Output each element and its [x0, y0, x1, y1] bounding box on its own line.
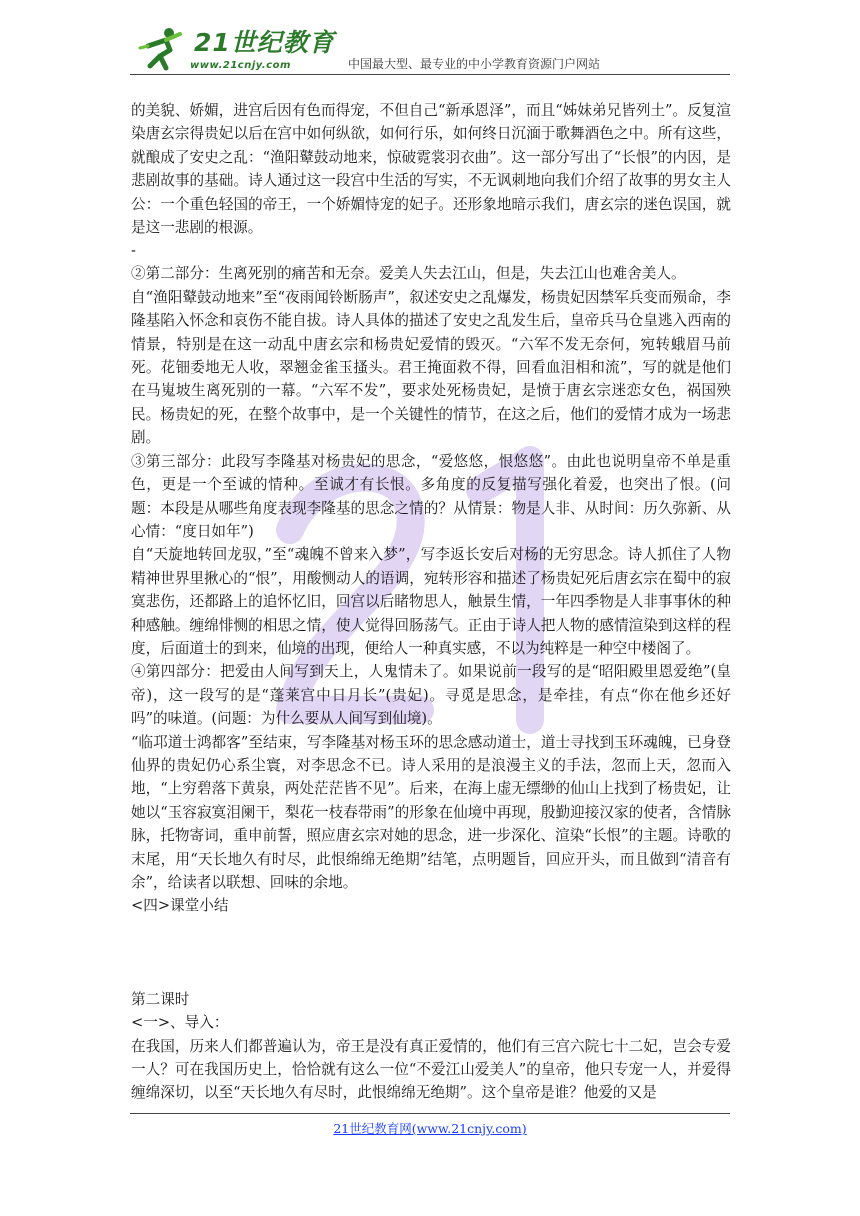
page-header	[130, 24, 730, 74]
paragraph: 的美貌、娇媚，进宫后因有色而得宠，不但自己“新承恩泽”，而且“姊妹弟兄皆列土”。反复渲染唐玄宗得贵妃以后在宫中如何纵欲，如何行乐，如何终日沉湎于歌舞酒色之中。所有这些，就酿成了安史之乱：“渔阳鼙鼓动地来，惊破霓裳羽衣曲”。这一部分写出了“长恨”的内因，是悲剧故事的基础。诗人通过这一段宫中生活的写实，不无讽刺地向我们介绍了故事的男女主人公：一个重色轻国的帝王，一个娇媚恃宠的妃子。还形象地暗示我们，唐玄宗的迷色误国，就是这一悲剧的根源。	[131, 102, 731, 237]
paragraph: ②第二部分：生离死别的痛苦和无奈。爱美人失去江山，但是，失去江山也难舍美人。	[131, 265, 686, 283]
paragraph: ④第四部分：把爱由人间写到天上，人鬼情未了。如果说前一段写的是“昭阳殿里恩爱绝”(皇帝)，这一段写的是“蓬莱宫中日月长”(贵妃)。寻觅是思念，是牵挂，有点“你在他乡还好吗”的味道。(问题：为什么要从人间写到仙境)。	[131, 663, 731, 728]
blank-space	[131, 918, 731, 988]
paragraph: 在我国，历来人们都普遍认为，帝王是没有真正爱情的，他们有三宫六院七十二妃，岂会专爱一人？可在我国历史上，恰恰就有这么一位“不爱江山爱美人”的皇帝，他只专宠一人，并爱得缠绵深切，以至“天长地久有尽时，此恨绵绵无绝期”。这个皇帝是谁？他爱的又是	[131, 1037, 731, 1102]
header-slogan: 中国最大型、最专业的中小学教育资源门户网站	[348, 57, 601, 71]
paragraph: “临邛道士鸿都客”至结束，写李隆基对杨玉环的思念感动道士，道士寻找到玉环魂魄，已身登仙界的贵妃仍心系尘寰，对李思念不已。诗人采用的是浪漫主义的手法，忽而上天，忽而入地，“上穷碧落下黄泉，两处茫茫皆不见”。后来，在海上虚无缥缈的仙山上找到了杨贵妃，让她以“玉容寂寞泪阑干，梨花一枝春带雨”的形象在仙境中再现，殷勤迎接汉家的使者，含情脉脉，托物寄词，重申前誓，照应唐玄宗对她的思念，进一步深化、渲染“长恨”的主题。诗歌的末尾，用“天长地久有时尽，此恨绵绵无绝期”结笔，点明题旨，回应开头，而且做到“清音有余”，给读者以联想、回味的余地。	[131, 733, 731, 891]
section-heading: 第二课时	[131, 990, 190, 1008]
paragraph: ③第三部分：此段写李隆基对杨贵妃的思念，“爱悠悠，恨悠悠”。由此也说明皇帝不单是重色，更是一个至诚的情种。至诚才有长恨。多角度的反复描写强化着爱，也突出了恨。(问题：本段是从哪些角度表现李隆基的思念之情的？从情景：物是人非、从时间：历久弥新、从心情：“度日如年”)	[131, 452, 731, 540]
runner-logo-icon	[136, 26, 184, 72]
brand-logo-text: 21世纪教育	[194, 28, 335, 57]
footer-divider	[130, 1113, 730, 1114]
section-heading: <一>、导入：	[131, 1014, 229, 1032]
paragraph: 自“渔阳鼙鼓动地来”至“夜雨闻铃断肠声”，叙述安史之乱爆发，杨贵妃因禁军兵变而殒命，李隆基陷入怀念和哀伤不能自拔。诗人具体的描述了安史之乱发生后，皇帝兵马仓皇逃入西南的情景，特别是在这一动乱中唐玄宗和杨贵妃爱情的毁灭。“六军不发无奈何，宛转蛾眉马前死。花钿委地无人收，翠翘金雀玉搔头。君王掩面救不得，回看血泪相和流”，写的就是他们在马嵬坡生离死别的一幕。“六军不发”，要求处死杨贵妃，是愤于唐玄宗迷恋女色，祸国殃民。杨贵妃的死，在整个故事中，是一个关键性的情节，在这之后，他们的爱情才成为一场悲剧。	[131, 288, 731, 447]
paragraph: 自“天旋地转回龙驭，”至“魂魄不曾来入梦”，写李返长安后对杨的无穷思念。诗人抓住了人物精神世界里揪心的“恨”，用酸恻动人的语调，宛转形容和描述了杨贵妃死后唐玄宗在蜀中的寂寞悲伤，还都路上的追怀忆旧，回宫以后睹物思人，触景生情，一年四季物是人非事事休的种种感触。缠绵悱恻的相思之情，使人觉得回肠荡气。正由于诗人把人物的感情渲染到这样的程度，后面道士的到来，仙境的出现，便给人一种真实感，不以为纯粹是一种空中楼阁了。	[131, 546, 731, 657]
footer-site-link[interactable]: 21世纪教育网(www.21cnjy.com)	[333, 1121, 527, 1136]
dash-separator: -	[131, 242, 136, 260]
header-divider	[130, 74, 730, 75]
brand-logo-url: www.21cnjy.com	[190, 60, 291, 71]
document-body	[131, 99, 731, 1105]
section-heading: <四>课堂小结	[131, 897, 229, 915]
